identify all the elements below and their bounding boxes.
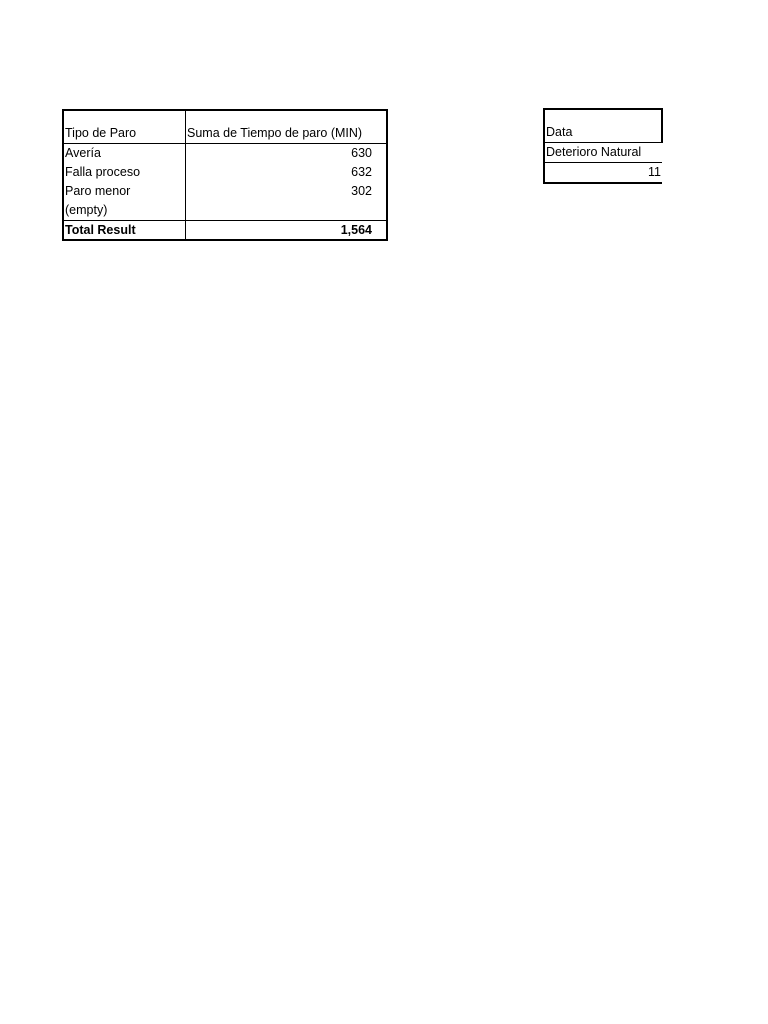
side-header-row (544, 109, 662, 143)
deterioro-pivot-table (543, 108, 663, 184)
header-cell-tipo-de-paro[interactable]: Tipo de Paro (63, 110, 186, 144)
side-header-cell[interactable]: Data (544, 109, 662, 143)
total-value-cell[interactable]: 1,564 (186, 221, 388, 241)
table-row (63, 163, 387, 182)
total-label-cell[interactable]: Total Result (63, 221, 186, 241)
row-value-cell[interactable]: 302 (351, 184, 372, 198)
row-value-cell[interactable]: 632 (351, 165, 372, 179)
header-cell-suma-tiempo[interactable]: Suma de Tiempo de paro (MIN) (186, 110, 388, 144)
total-row (63, 221, 387, 241)
row-value-cell[interactable]: 630 (351, 146, 372, 160)
side-value-row (544, 163, 662, 184)
table-row (63, 144, 387, 164)
row-label-cell[interactable]: Paro menor (63, 182, 186, 201)
row-label-cell[interactable]: (empty) (63, 201, 186, 221)
side-row-label-cell[interactable]: Deterioro Natural (544, 143, 662, 163)
table-row (63, 182, 387, 201)
table-header-row (63, 110, 387, 144)
side-label-row (544, 143, 662, 163)
row-value-cell[interactable] (186, 201, 388, 221)
downtime-pivot-table (62, 109, 388, 241)
table-row (63, 201, 387, 221)
row-label-cell[interactable]: Falla proceso (63, 163, 186, 182)
row-label-cell[interactable]: Avería (63, 144, 186, 164)
side-value-cell[interactable]: 11 (648, 165, 661, 179)
